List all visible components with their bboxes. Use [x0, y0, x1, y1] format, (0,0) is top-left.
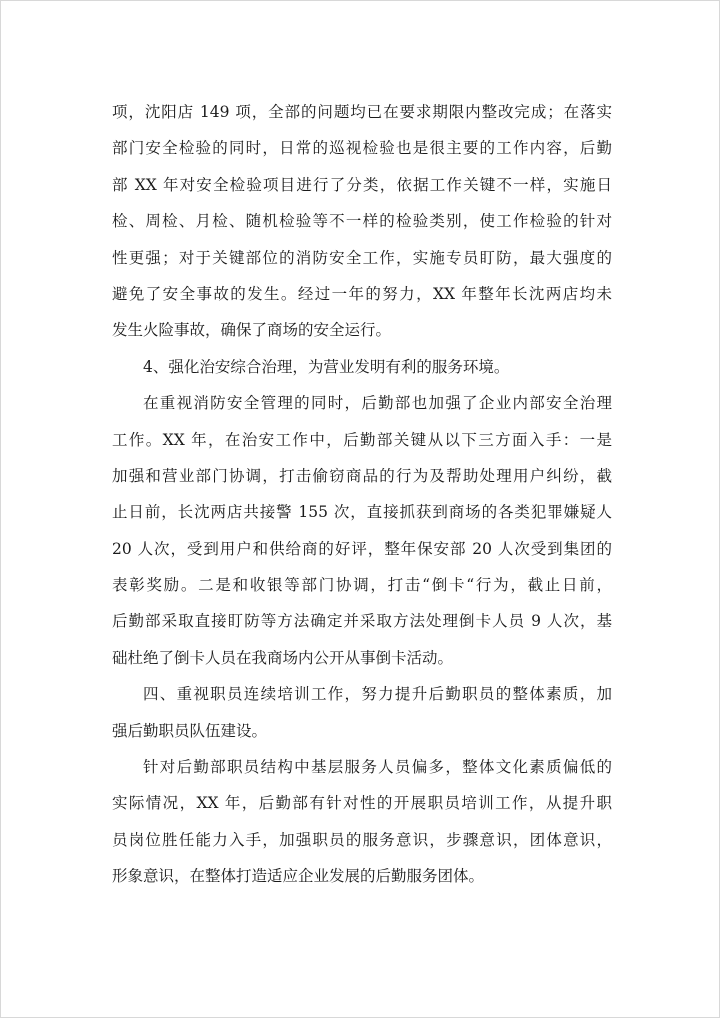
- text-line: 形象意识，在整体打造适应企业发展的后勤服务团体。: [112, 867, 485, 886]
- text-line: 础杜绝了倒卡人员在我商场内公开从事倒卡活动。: [112, 648, 454, 667]
- heading-line: 4、强化治安综合治理，为营业发明有利的服务环境。: [143, 357, 510, 376]
- text-line: 在重视消防安全管理的同时，后勤部也加强了企业内部安全治理: [143, 394, 612, 413]
- text-line: 发生火险事故，确保了商场的安全运行。: [112, 321, 392, 340]
- section-heading-4: [112, 349, 612, 385]
- paragraph-staff-training: [112, 749, 612, 895]
- paragraph-safety-inspection: [112, 94, 612, 349]
- text-line: 部门安全检验的同时，日常的巡视检验也是很主要的工作内容，后勤: [112, 139, 612, 158]
- paragraph-security-management: [112, 385, 612, 676]
- section-heading-four: [112, 676, 612, 749]
- heading-line: 强后勤职员队伍建设。: [112, 721, 268, 740]
- text-line: 20 人次，受到用户和供给商的好评，整年保安部 20 人次受到集团的: [112, 539, 612, 558]
- text-line: 检、周检、月检、随机检验等不一样的检验类别，使工作检验的针对: [112, 212, 612, 231]
- text-line: 实际情况，XX 年，后勤部有针对性的开展职员培训工作，从提升职: [112, 794, 612, 813]
- text-line: 员岗位胜任能力入手，加强职员的服务意识，步骤意识，团体意识，: [112, 830, 612, 849]
- text-line: 部 XX 年对安全检验项目进行了分类，依据工作关键不一样，实施日: [112, 175, 612, 194]
- text-line: 性更强；对于关键部位的消防安全工作，实施专员盯防，最大强度的: [112, 248, 612, 267]
- text-line: 止日前，长沈两店共接警 155 次，直接抓获到商场的各类犯罪嫌疑人: [112, 503, 612, 522]
- text-line: 避免了安全事故的发生。经过一年的努力，XX 年整年长沈两店均未: [112, 284, 612, 303]
- heading-line: 四、重视职员连续培训工作，努力提升后勤职员的整体素质，加: [143, 685, 612, 704]
- text-line: 后勤部采取直接盯防等方法确定并采取方法处理倒卡人员 9 人次，基: [112, 612, 612, 631]
- text-line: 针对后勤部职员结构中基层服务人员偏多，整体文化素质偏低的: [143, 758, 612, 777]
- text-line: 工作。XX 年，在治安工作中，后勤部关键从以下三方面入手：一是: [112, 430, 612, 449]
- text-line: 项，沈阳店 149 项，全部的问题均已在要求期限内整改完成；在落实: [112, 103, 612, 121]
- text-line: 加强和营业部门协调，打击偷窃商品的行为及帮助处理用户纠纷，截: [112, 466, 612, 485]
- text-line: 表彰奖励。二是和收银等部门协调，打击“倒卡“行为，截止日前，: [112, 576, 612, 595]
- document-body: [112, 94, 612, 895]
